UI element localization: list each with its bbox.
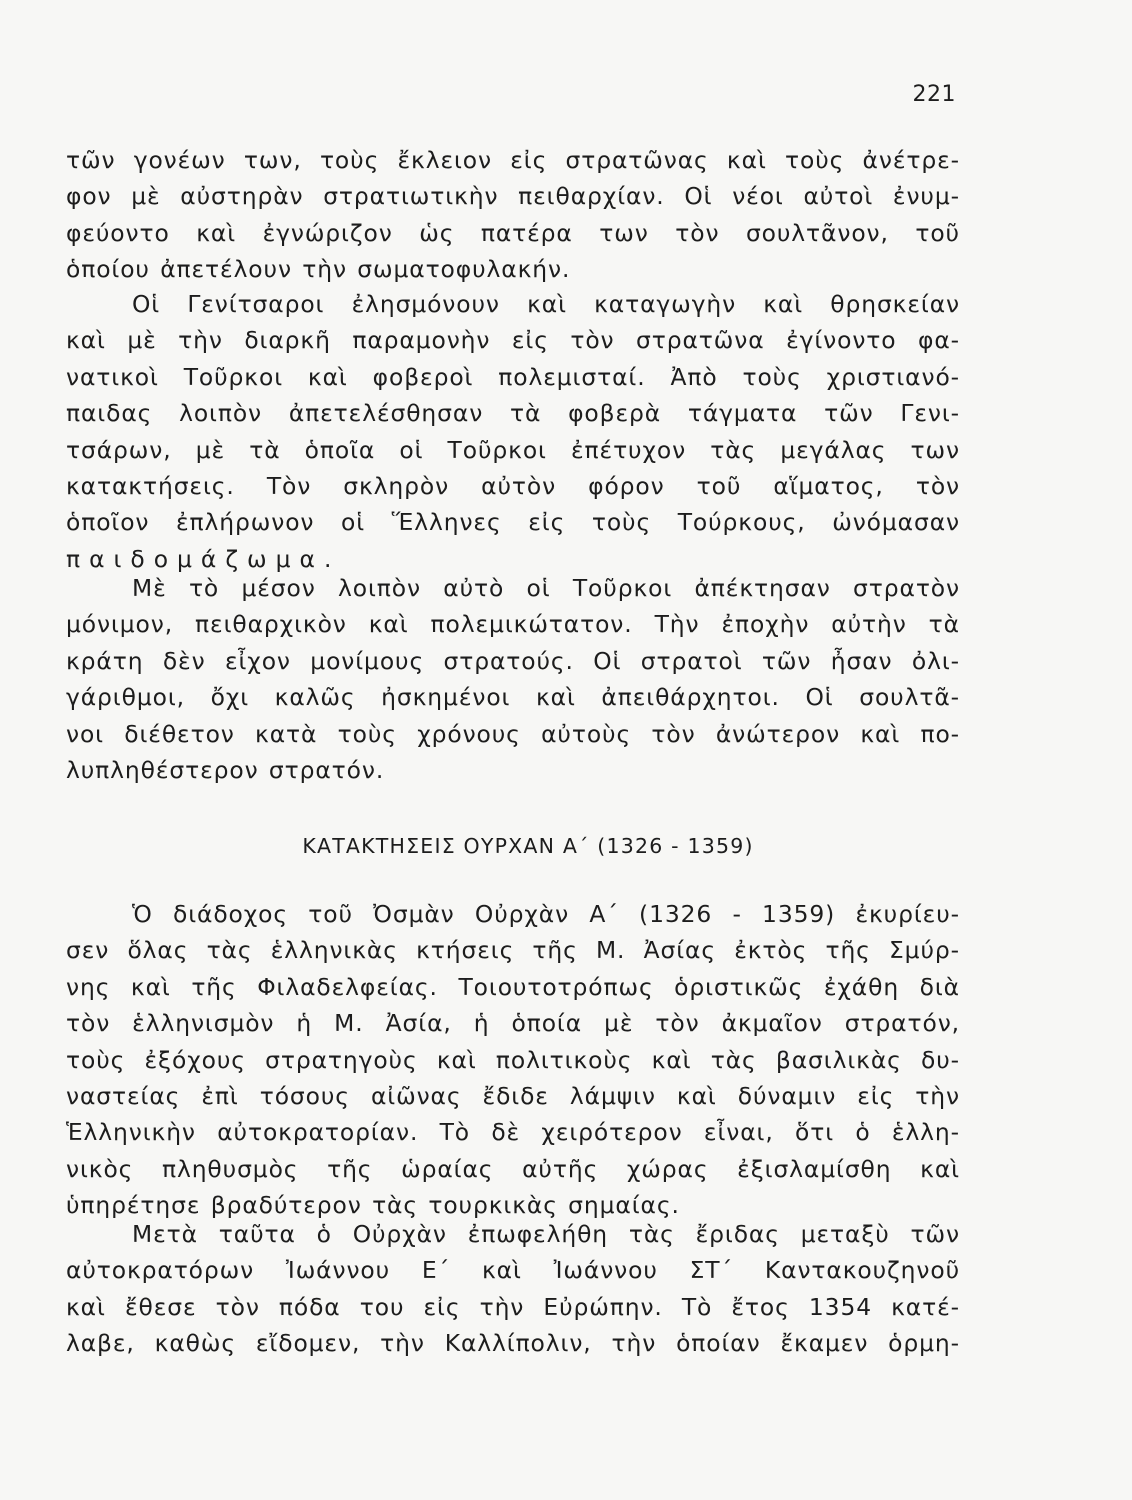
text-line: λαβε, καθὼς εἴδομεν, τὴν Καλλίπολιν, τὴν ὁποίαν ἔκαμεν ὁρμη-	[66, 1329, 960, 1358]
text-line: αὐτοκρατόρων Ἰωάννου Ε΄ καὶ Ἰωάννου ΣΤ΄ Καντακουζηνοῦ	[66, 1256, 960, 1285]
paragraph-2	[66, 286, 960, 577]
text-line: τῶν γονέων των, τοὺς ἔκλειον εἰς στρατῶνας καὶ τοὺς ἀνέτρε-	[66, 146, 960, 174]
text-line: νατικοὶ Τοῦρκοι καὶ φοβεροὶ πολεμισταί. Ἀπὸ τοὺς χριστιανό-	[66, 362, 960, 391]
text-line: Μὲ τὸ μέσον λοιπὸν αὐτὸ οἱ Τοῦρκοι ἀπέκτησαν στρατὸν	[132, 574, 960, 602]
text-line: Οἱ Γενίτσαροι ἐλησμόνουν καὶ καταγωγὴν καὶ θρησκείαν	[132, 290, 960, 318]
text-line: τσάρων, μὲ τὰ ὁποῖα οἱ Τοῦρκοι ἐπέτυχον τὰς μεγάλας των	[66, 435, 960, 464]
text-line: ὁποίου ἀπετέλουν τὴν σωματοφυλακήν.	[66, 255, 571, 284]
text-line: νης καὶ τῆς Φιλαδελφείας. Τοιουτοτρόπως ὁριστικῶς ἐχάθη διὰ	[66, 972, 960, 1001]
text-line: κατακτήσεις. Τὸν σκληρὸν αὐτὸν φόρον τοῦ αἵματος, τὸν	[66, 471, 960, 500]
paragraph-3	[66, 570, 960, 788]
text-line: Μετὰ ταῦτα ὁ Οὐρχὰν ἐπωφελήθη τὰς ἔριδας μεταξὺ τῶν	[132, 1220, 960, 1248]
text-line: Ὁ διάδοχος τοῦ Ὀσμὰν Οὐρχὰν Α΄ (1326 - 1359) ἐκυρίευ-	[132, 900, 960, 928]
text-line: νικὸς πληθυσμὸς τῆς ὡραίας αὐτῆς χώρας ἐξισλαμίσθη καὶ	[66, 1154, 960, 1183]
text-line: τὸν ἑλληνισμὸν ἡ Μ. Ἀσία, ἡ ὁποία μὲ τὸν ἀκμαῖον στρατόν,	[66, 1009, 960, 1038]
page-number: 221	[912, 82, 956, 107]
section-heading: ΚΑΤΑΚΤΗΣΕΙΣ ΟΥΡΧΑΝ Α΄ (1326 - 1359)	[302, 834, 754, 858]
paragraph-5	[66, 1216, 960, 1362]
paragraph-4	[66, 896, 960, 1224]
text-line: νοι διέθετον κατὰ τοὺς χρόνους αὐτοὺς τὸν ἀνώτερον καὶ πο-	[66, 719, 960, 748]
text-line: γάριθμοι, ὄχι καλῶς ἠσκημένοι καὶ ἀπειθάρχητοι. Οἱ σουλτᾶ-	[66, 683, 960, 712]
text-line: σεν ὅλας τὰς ἑλληνικὰς κτήσεις τῆς Μ. Ἀσίας ἐκτὸς τῆς Σμύρ-	[66, 936, 960, 965]
text-line: μόνιμον, πειθαρχικὸν καὶ πολεμικώτατον. Τὴν ἐποχὴν αὐτὴν τὰ	[66, 610, 960, 639]
text-line: παιδας λοιπὸν ἀπετελέσθησαν τὰ φοβερὰ τάγματα τῶν Γενι-	[66, 399, 960, 428]
text-line: τοὺς ἐξόχους στρατηγοὺς καὶ πολιτικοὺς καὶ τὰς βασιλικὰς δυ-	[66, 1045, 960, 1074]
text-line-spaced: παιδομάζωμα.	[66, 544, 341, 573]
text-line: ναστείας ἐπὶ τόσους αἰῶνας ἔδιδε λάμψιν καὶ δύναμιν εἰς τὴν	[66, 1081, 960, 1110]
text-line: φεύοντο καὶ ἐγνώριζον ὡς πατέρα των τὸν σουλτᾶνον, τοῦ	[66, 218, 960, 247]
text-line: λυπληθέστερον στρατόν.	[66, 755, 385, 784]
text-line: Ἑλληνικὴν αὐτοκρατορίαν. Τὸ δὲ χειρότερον εἶναι, ὅτι ὁ ἑλλη-	[66, 1118, 960, 1147]
text-line: κράτη δὲν εἶχον μονίμους στρατούς. Οἱ στρατοὶ τῶν ἦσαν ὀλι-	[66, 646, 960, 675]
text-line: ὑπηρέτησε βραδύτερον τὰς τουρκικὰς σημαίας.	[66, 1191, 680, 1220]
paragraph-1	[66, 142, 960, 288]
text-line: καὶ ἔθεσε τὸν πόδα του εἰς τὴν Εὐρώπην. Τὸ ἔτος 1354 κατέ-	[66, 1292, 960, 1321]
text-line: ὁποῖον ἐπλήρωνον οἱ Ἕλληνες εἰς τοὺς Τούρκους, ὠνόμασαν	[66, 508, 960, 537]
text-line: καὶ μὲ τὴν διαρκῆ παραμονὴν εἰς τὸν στρατῶνα ἐγίνοντο φα-	[66, 326, 960, 355]
text-line: φον μὲ αὐστηρὰν στρατιωτικὴν πειθαρχίαν. Οἱ νέοι αὐτοὶ ἐνυμ-	[66, 182, 960, 211]
